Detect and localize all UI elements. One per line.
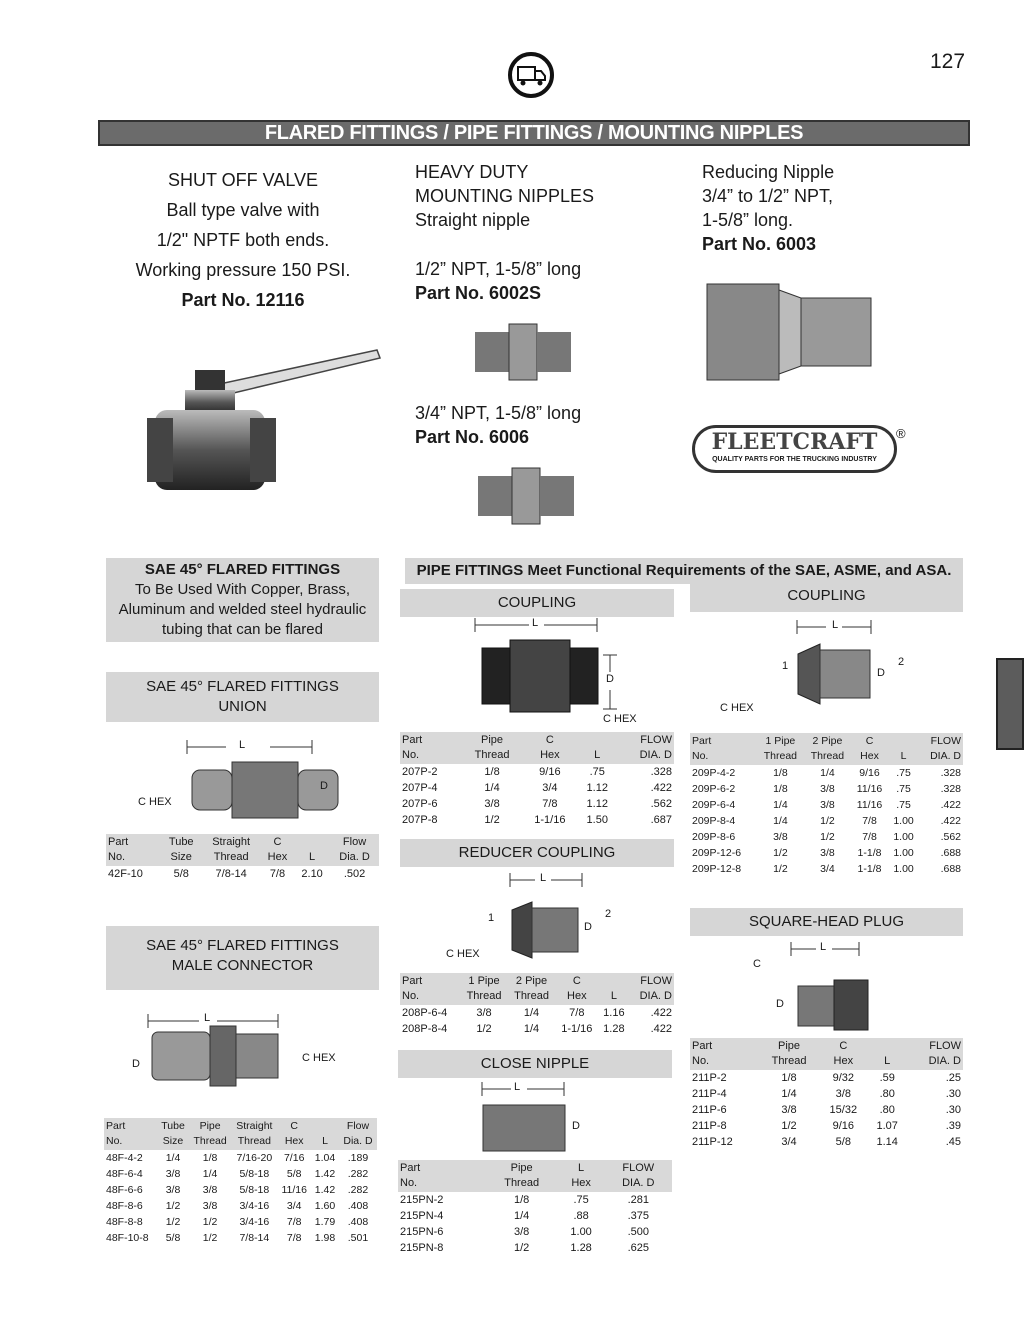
reducer-dim-2: 2 [605, 908, 612, 920]
male-connector-dim-d: D [132, 1058, 140, 1070]
reducing-nipple-part-number: Part No. 6003 [702, 234, 817, 254]
reducer-coupling-title: REDUCER COUPLING [400, 839, 674, 867]
close-nipple-title: CLOSE NIPPLE [398, 1050, 672, 1078]
truck-logo-icon [508, 52, 554, 98]
nipple-6002s-description: 1/2” NPT, 1-5/8” long Part No. 6002S [415, 259, 582, 303]
plug-dim-l: L [820, 941, 827, 953]
table-row: 209P-6-4 1/4 3/8 11/16 .75 .422 [692, 799, 961, 811]
table-row: 48F-6-4 3/8 1/4 5/8-18 5/8 1.42 .282 [106, 1168, 369, 1180]
table-row: 48F-6-6 3/8 3/8 5/8-18 11/16 1.42 .282 [106, 1184, 369, 1196]
male-connector-spec-table: Part No. Tube Size Pipe Thread Straight Thread C Hex L Flow Dia. D 48F-4-2 1/4 1/8 7/16-20 7/16 1.04 .189 48F-6-4 3/8 1/4 5/8-18 5/8 1.42 .282 48F-6-6 3/8 3/8 5/8-18 11/16 1.42 .282 48F-8-6 1/2 3/8 3/4-16 3/4 1.60 .408 48F-8-8 1/2 1/2 3/4-16 7/8 1.79 .408 48F-10-8 5/8 1/2 7/8-14 7/8 1.98 .501 [104, 1118, 377, 1246]
union-dim-d: D [320, 780, 328, 792]
table-row: 207P-8 1/2 1-1/16 1.50 .687 [402, 814, 672, 826]
table-row: 211P-4 1/4 3/8 .80 .30 [692, 1088, 961, 1100]
nipple-6006-description: 3/4” NPT, 1-5/8” long Part No. 6006 [415, 403, 582, 447]
table-row: 215PN-6 3/8 1.00 .500 [400, 1226, 650, 1238]
reducer-dim-1: 1 [488, 912, 495, 924]
table-row: 211P-6 3/8 15/32 .80 .30 [692, 1104, 961, 1116]
union-spec-table: Part No. Tube Size Straight Thread C Hex L Flow Dia. D 42F-10 5/8 7/8-14 7/8 2.10 .502 [106, 834, 379, 882]
coupling1-spec-table: Part No. Pipe Thread C Hex L FLOW DIA. D 207P-2 1/8 9/16 .75 .328 207P-4 1/4 3/4 1.12 .422 207P-6 3/8 7/8 1.12 .562 207P-8 1/2 1-1/16 1.50 .687 [402, 734, 672, 826]
straight-nipple-image [473, 322, 573, 382]
table-row: 42F-10 5/8 7/8-14 7/8 2.10 .502 [108, 868, 366, 880]
pipe-fittings-header: PIPE FITTINGS Meet Functional Requirements of the SAE, ASME, and ASA. [405, 558, 963, 584]
section-banner: FLARED FITTINGS / PIPE FITTINGS / MOUNTING NIPPLES [98, 120, 970, 146]
shutoff-part-number: Part No. 12116 [181, 290, 305, 310]
coupling2-dim-2: 2 [898, 656, 905, 668]
union-fitting-image [190, 760, 340, 820]
reducer-coupling-image [510, 900, 580, 960]
square-head-plug-title: SQUARE-HEAD PLUG [690, 908, 963, 936]
sae-flared-fittings-header: SAE 45° FLARED FITTINGS To Be Used With Copper, Brass, Aluminum and welded steel hydraulic tubing that can be flared [106, 558, 379, 642]
plug-dim-d: D [776, 998, 784, 1010]
union-dim-chex: C HEX [138, 796, 172, 808]
coupling-title: COUPLING [400, 589, 674, 617]
table-row: 207P-2 1/8 9/16 .75 .328 [402, 766, 672, 778]
ball-valve-image [145, 340, 385, 500]
plug-spec-table: Part No. Pipe Thread C Hex L FLOW DIA. D 211P-2 1/8 9/32 .59 .25 211P-4 1/4 3/8 .80 .30 211P-6 3/8 15/32 .80 .30 211P-8 1/2 9/16 1.07 .39 211P-12 3/4 5/8 1.14 .45 [692, 1040, 961, 1148]
table-row: 209P-12-6 1/2 3/8 1-1/8 1.00 .688 [692, 847, 961, 859]
table-row: 215PN-8 1/2 1.28 .625 [400, 1242, 650, 1254]
registered-mark: ® [896, 426, 906, 441]
table-row: 48F-4-2 1/4 1/8 7/16-20 7/16 1.04 .189 [106, 1152, 369, 1164]
male-connector-dim-chex: C HEX [302, 1052, 336, 1064]
coupling1-dim-chex: C HEX [603, 713, 637, 725]
table-row: 215PN-2 1/8 .75 .281 [400, 1194, 650, 1206]
coupling2-title: COUPLING [690, 584, 963, 612]
table-row: 211P-12 3/4 5/8 1.14 .45 [692, 1136, 961, 1148]
close-nipple-dim-d: D [572, 1120, 580, 1132]
table-row: 208P-6-4 3/8 1/4 7/8 1.16 .422 [402, 1007, 672, 1019]
close-nipple-image [481, 1103, 567, 1153]
nipple-6002s-part-number: Part No. 6002S [415, 283, 542, 303]
table-row: 215PN-4 1/4 .88 .375 [400, 1210, 650, 1222]
coupling2-image [796, 642, 872, 706]
reducing-nipple-image [705, 282, 875, 382]
male-connector-dim-l: L [204, 1012, 211, 1024]
table-row: 211P-8 1/2 9/16 1.07 .39 [692, 1120, 961, 1132]
reducing-nipple-description: Reducing Nipple 3/4” to 1/2” NPT, 1-5/8” long. Part No. 6003 [702, 160, 942, 256]
coupling2-dim-1: 1 [782, 660, 789, 672]
plug-dim-c: C [753, 958, 761, 970]
page-number: 127 [930, 50, 966, 73]
table-row: 208P-8-4 1/2 1/4 1-1/16 1.28 .422 [402, 1023, 672, 1035]
reducer-dim-chex: C HEX [446, 948, 480, 960]
coupling2-dim-l: L [832, 619, 839, 631]
square-head-plug-image [796, 980, 870, 1030]
coupling1-dim-l: L [532, 617, 539, 629]
table-row: 209P-12-8 1/2 3/4 1-1/8 1.00 .688 [692, 863, 961, 875]
close-nipple-spec-table: Part No. Pipe Thread L Hex FLOW DIA. D 215PN-2 1/8 .75 .281 215PN-4 1/4 .88 .375 215PN-6 3/8 1.00 .500 215PN-8 1/2 1.28 .625 [398, 1160, 672, 1256]
union-dim-l: L [239, 739, 246, 751]
coupling1-dim-d: D [606, 673, 614, 685]
male-connector-title: SAE 45° FLARED FITTINGS MALE CONNECTOR [106, 926, 379, 990]
table-row: 48F-8-8 1/2 1/2 3/4-16 7/8 1.79 .408 [106, 1216, 369, 1228]
table-row: 209P-6-2 1/8 3/8 11/16 .75 .328 [692, 783, 961, 795]
table-row: 207P-4 1/4 3/4 1.12 .422 [402, 782, 672, 794]
table-row: 209P-4-2 1/8 1/4 9/16 .75 .328 [692, 767, 961, 779]
table-row: 48F-10-8 5/8 1/2 7/8-14 7/8 1.98 .501 [106, 1232, 369, 1244]
table-row: 209P-8-4 1/4 1/2 7/8 1.00 .422 [692, 815, 961, 827]
straight-nipple-image [476, 466, 576, 526]
table-row: 207P-6 3/8 7/8 1.12 .562 [402, 798, 672, 810]
nipple-6006-part-number: Part No. 6006 [415, 427, 530, 447]
coupling2-dim-chex: C HEX [720, 702, 754, 714]
union-title: SAE 45° FLARED FITTINGS UNION [106, 672, 379, 722]
reducer-dim-l: L [540, 872, 547, 884]
reducer-spec-table: Part No. 1 Pipe Thread 2 Pipe Thread C Hex L FLOW DIA. D 208P-6-4 3/8 1/4 7/8 1.16 .422 208P-8-4 1/2 1/4 1-1/16 1.28 .422 [402, 975, 672, 1035]
table-row: 211P-2 1/8 9/32 .59 .25 [692, 1072, 961, 1084]
fleetcraft-logo: FLEETCRAFT QUALITY PARTS FOR THE TRUCKING INDUSTRY [692, 425, 897, 473]
union-length-dimension [186, 740, 316, 754]
table-row: 48F-8-6 1/2 3/8 3/4-16 3/4 1.60 .408 [106, 1200, 369, 1212]
shutoff-valve-description: SHUT OFF VALVE Ball type valve with 1/2" NPTF both ends. Working pressure 150 PSI. Part No. 12116 [135, 170, 351, 310]
section-side-tab [996, 658, 1024, 750]
mounting-nipples-description: HEAVY DUTY MOUNTING NIPPLES Straight nipple [415, 162, 595, 230]
close-nipple-length-dimension [481, 1082, 565, 1096]
close-nipple-dim-l: L [514, 1081, 521, 1093]
coupling-image [480, 640, 600, 712]
coupling2-spec-table: Part No. 1 Pipe Thread 2 Pipe Thread C Hex L FLOW DIA. D 209P-4-2 1/8 1/4 9/16 .75 .328 209P-6-2 1/8 3/8 11/16 .75 .328 209P-6-4 1/4 3/8 11/16 .75 .422 209P-8-4 1/4 1/2 7/8 1.00 .422 209P-8-6 3/8 1/2 7/8 1.00 .562 209P-12-6 1/2 3/8 1-1/8 1.00 .688 209P-12-8 1/2 3/4 1-1/8 1.00 .688 [692, 735, 961, 875]
male-connector-image [150, 1026, 280, 1086]
table-row: 209P-8-6 3/8 1/2 7/8 1.00 .562 [692, 831, 961, 843]
coupling2-dim-d: D [877, 667, 885, 679]
reducer-dim-d: D [584, 921, 592, 933]
